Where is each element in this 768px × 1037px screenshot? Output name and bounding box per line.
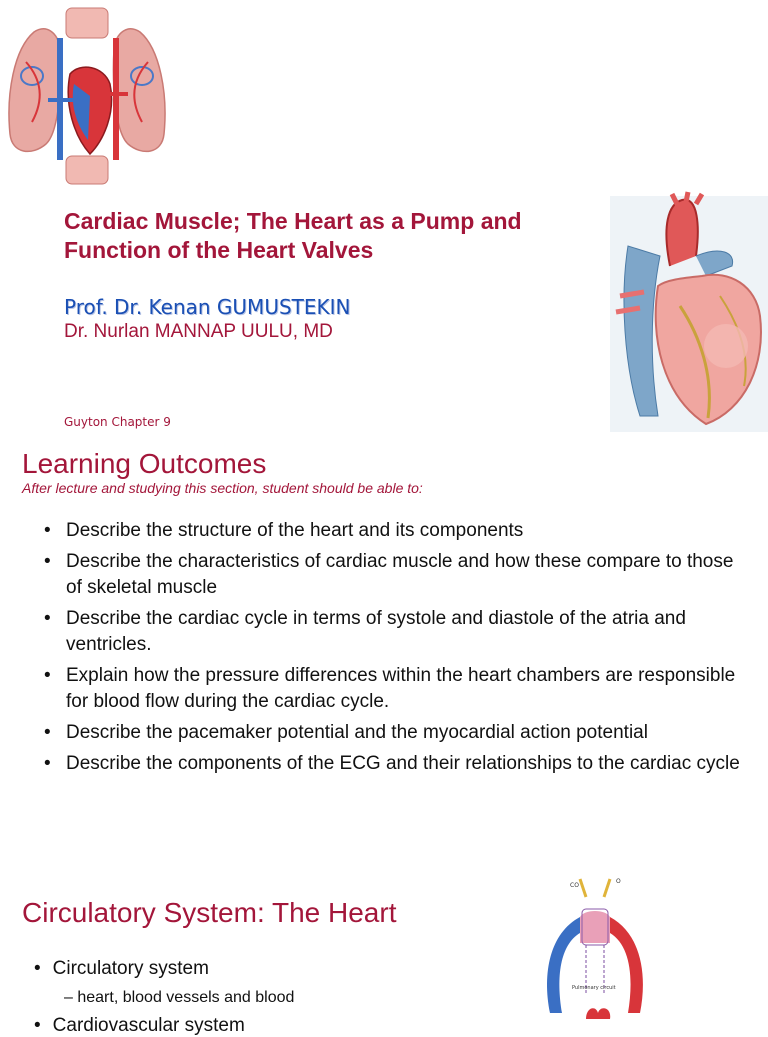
heart-anatomy-icon — [610, 196, 768, 432]
sub-list-item: – heart, blood vessels and blood — [64, 989, 295, 1006]
co2-label: CO — [570, 882, 579, 889]
author-secondary: Dr. Nurlan MANNAP UULU, MD — [64, 321, 333, 342]
bullet-icon: • — [44, 520, 51, 541]
bullet-icon: • — [44, 551, 51, 572]
list-item-partial: • Cardiovascular system — [34, 1015, 245, 1036]
chapter-reference: Guyton Chapter 9 — [64, 415, 171, 429]
bullet-icon: • — [44, 722, 51, 743]
list-item: • Describe the components of the ECG and their relationships to the cardiac cycle — [44, 751, 744, 777]
lungs-heart-icon — [4, 4, 170, 190]
list-item: • Describe the characteristics of cardiac muscle and how these compare to those of skeletal muscle — [44, 551, 734, 598]
learning-outcomes-slide — [0, 440, 768, 840]
outcomes-list — [44, 518, 744, 782]
title-line-1: Cardiac Muscle; The Heart as a Pump and — [64, 208, 522, 234]
author-primary: Prof. Dr. Kenan GUMUSTEKIN — [64, 295, 351, 319]
slide-subtitle: After lecture and studying this section, student should be able to: — [22, 480, 423, 496]
slide-heading: Circulatory System: The Heart — [22, 897, 397, 928]
bullet-icon: • — [44, 753, 51, 774]
list-item: • Describe the pacemaker potential and the myocardial action potential — [44, 720, 744, 746]
list-item: • Explain how the pressure differences within the heart chambers are responsible for blood flow during the cardiac cycle. — [44, 665, 736, 712]
o2-label: O — [616, 878, 621, 885]
bullet-icon: • — [44, 665, 51, 686]
circulatory-system-slide — [0, 855, 768, 1036]
bullet-icon: • — [34, 958, 41, 979]
bullet-icon: • — [34, 1015, 41, 1036]
bullet-icon: • — [44, 608, 51, 629]
list-item: • Circulatory system — [34, 958, 209, 979]
title-line-2: Function of the Heart Valves — [64, 237, 374, 263]
slide-title — [64, 207, 664, 265]
list-item: • Describe the cardiac cycle in terms of systole and diastole of the atria and ventricles. — [44, 608, 686, 655]
list-item: • Describe the structure of the heart and its components — [44, 518, 744, 544]
slide-heading: Learning Outcomes — [22, 448, 267, 479]
circuit-label: Pulmonary circuit — [572, 985, 616, 991]
title-slide — [0, 0, 768, 432]
circulation-diagram-icon — [540, 873, 650, 1024]
